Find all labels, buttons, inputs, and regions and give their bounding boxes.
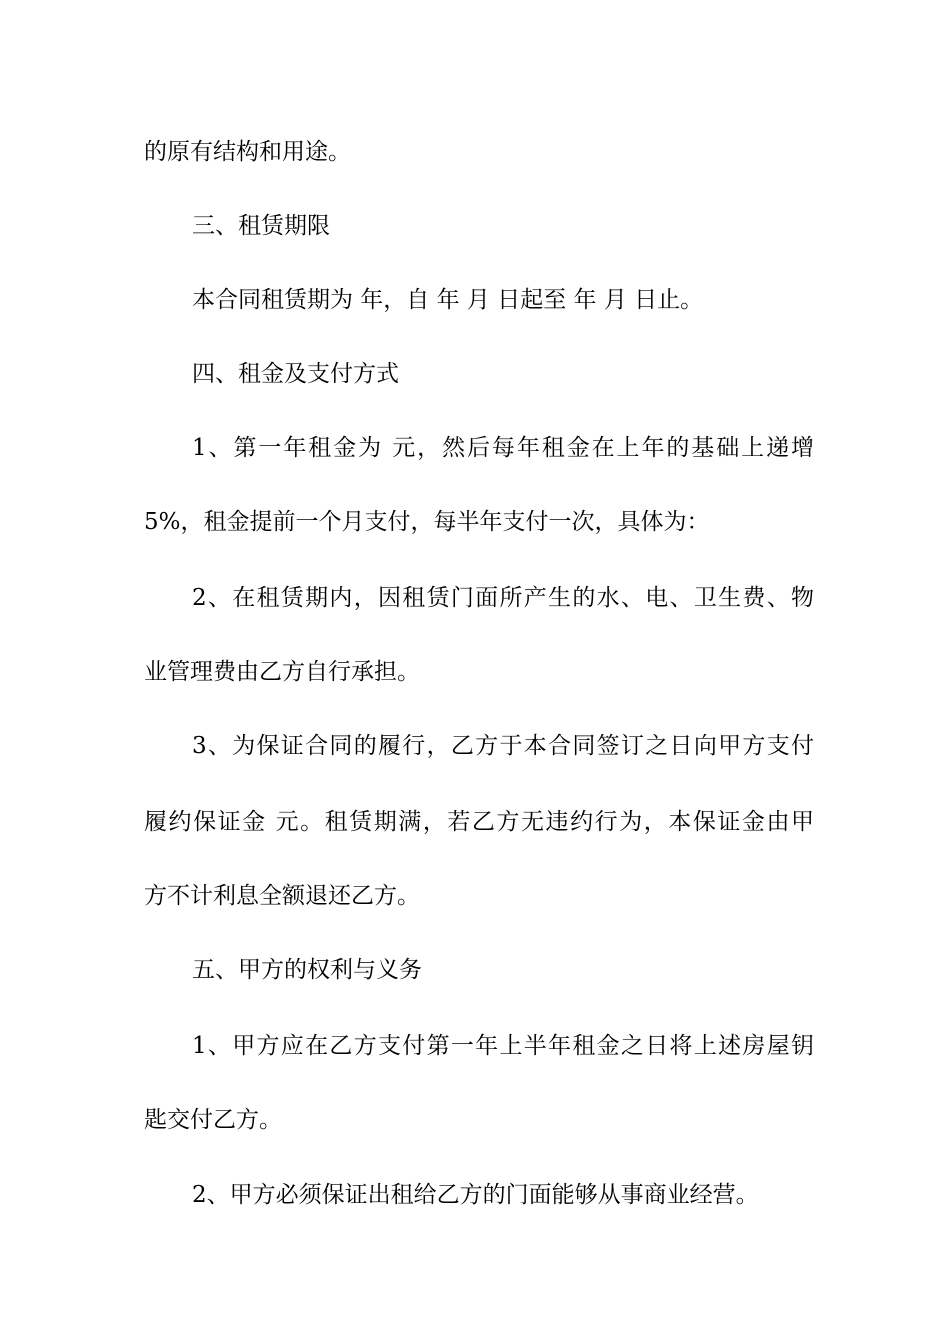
paragraph-line: 履约保证金 元。租赁期满，若乙方无违约行为，本保证金由甲 [144, 809, 814, 835]
paragraph-line: 方不计利息全额退还乙方。 [144, 883, 420, 909]
paragraph-line: 匙交付乙方。 [144, 1107, 282, 1133]
section-heading-lease-term: 三、租赁期限 [192, 213, 330, 239]
paragraph-line: 1、甲方应在乙方支付第一年上半年租金之日将上述房屋钥 [192, 1033, 814, 1059]
paragraph-line: 业管理费由乙方自行承担。 [144, 659, 420, 685]
paragraph-line: 2、在租赁期内，因租赁门面所产生的水、电、卫生费、物 [192, 585, 814, 611]
paragraph-line: 2、甲方必须保证出租给乙方的门面能够从事商业经营。 [192, 1182, 759, 1208]
paragraph-line: 1、第一年租金为 元，然后每年租金在上年的基础上递增 [192, 435, 814, 461]
section-heading-rent-payment: 四、租金及支付方式 [192, 361, 399, 387]
paragraph-line: 本合同租赁期为 年，自 年 月 日起至 年 月 日止。 [192, 287, 704, 313]
paragraph-line: 3、为保证合同的履行，乙方于本合同签订之日向甲方支付 [192, 733, 814, 759]
paragraph-line: 的原有结构和用途。 [144, 139, 351, 165]
section-heading-lessor-rights: 五、甲方的权利与义务 [192, 957, 422, 983]
paragraph-line: 5%，租金提前一个月支付，每半年支付一次，具体为： [144, 509, 710, 535]
